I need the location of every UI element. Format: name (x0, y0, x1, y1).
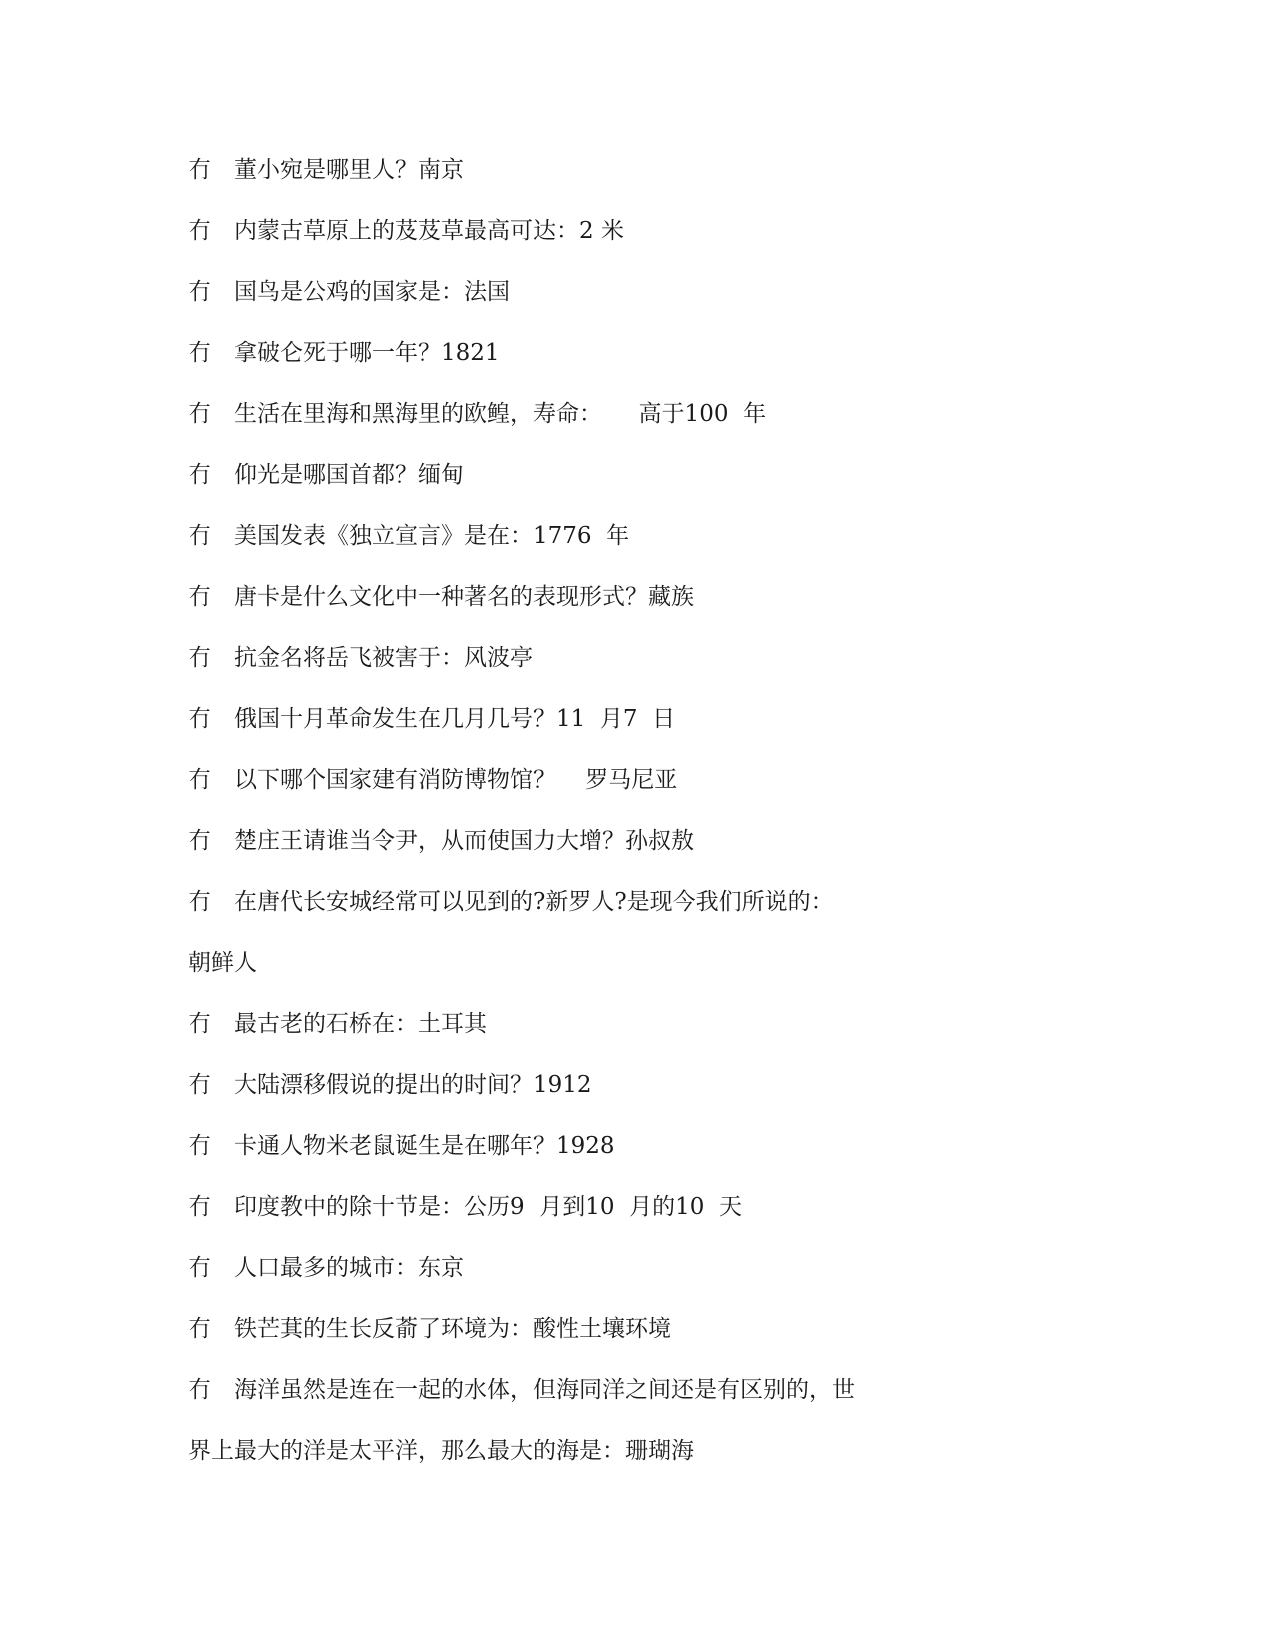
list-item (188, 1055, 1088, 1116)
bullet-glyph: 冇 (188, 1194, 211, 1220)
list-item (188, 445, 1088, 506)
list-item (188, 323, 1088, 384)
item-text: 抗金名将岳飞被害于：风波亭 (234, 645, 533, 671)
item-text: 俄国十月革命发生在几月几号？11 月7 日 (234, 706, 676, 732)
item-text: 海洋虽然是连在一起的水体，但海同洋之间还是有区别的，世 (234, 1377, 855, 1403)
bullet-glyph: 冇 (188, 1011, 211, 1037)
list-item (188, 872, 1088, 933)
item-continuation-text: 界上最大的洋是太平洋，那么最大的海是：珊瑚海 (188, 1438, 694, 1464)
list-item (188, 567, 1088, 628)
list-item (188, 1299, 1088, 1360)
list-item (188, 384, 1088, 445)
item-text: 在唐代长安城经常可以见到的?新罗人?是现今我们所说的： (234, 889, 834, 915)
bullet-glyph: 冇 (188, 889, 211, 915)
item-text: 唐卡是什么文化中一种著名的表现形式？藏族 (234, 584, 694, 610)
item-text: 生活在里海和黑海里的欧鳇，寿命： 高于100 年 (234, 401, 767, 427)
list-item (188, 811, 1088, 872)
bullet-glyph: 冇 (188, 828, 211, 854)
item-text: 卡通人物米老鼠诞生是在哪年？1928 (234, 1133, 615, 1159)
list-item (188, 506, 1088, 567)
bullet-glyph: 冇 (188, 767, 211, 793)
bullet-glyph: 冇 (188, 1316, 211, 1342)
item-text: 人口最多的城市：东京 (234, 1255, 464, 1281)
item-text: 印度教中的除十节是：公历9 月到10 月的10 天 (234, 1194, 743, 1220)
item-text: 国鸟是公鸡的国家是：法国 (234, 279, 510, 305)
bullet-glyph: 冇 (188, 1255, 211, 1281)
trivia-list (188, 140, 1088, 1482)
bullet-glyph: 冇 (188, 523, 211, 549)
bullet-glyph: 冇 (188, 1133, 211, 1159)
list-item (188, 262, 1088, 323)
bullet-glyph: 冇 (188, 401, 211, 427)
item-text: 大陆漂移假说的提出的时间？1912 (234, 1072, 592, 1098)
list-item (188, 140, 1088, 201)
item-text: 铁芒萁的生长反萮了环境为：酸性土壤环境 (234, 1316, 671, 1342)
bullet-glyph: 冇 (188, 462, 211, 488)
list-item (188, 1177, 1088, 1238)
bullet-glyph: 冇 (188, 279, 211, 305)
item-text: 美国发表《独立宣言》是在：1776 年 (234, 523, 630, 549)
item-text: 楚庄王请谁当令尹，从而使国力大增？孙叔敖 (234, 828, 694, 854)
item-text: 仰光是哪国首都？缅甸 (234, 462, 464, 488)
bullet-glyph: 冇 (188, 340, 211, 366)
list-item (188, 994, 1088, 1055)
list-item (188, 201, 1088, 262)
item-text: 拿破仑死于哪一年？1821 (234, 340, 500, 366)
list-item-continuation (188, 933, 1088, 994)
item-continuation-text: 朝鲜人 (188, 950, 257, 976)
list-item (188, 628, 1088, 689)
item-text: 内蒙古草原上的芨芨草最高可达：2 米 (234, 218, 624, 244)
item-text: 以下哪个国家建有消防博物馆？ 罗马尼亚 (234, 767, 678, 793)
list-item (188, 1238, 1088, 1299)
bullet-glyph: 冇 (188, 1377, 211, 1403)
bullet-glyph: 冇 (188, 645, 211, 671)
bullet-glyph: 冇 (188, 706, 211, 732)
list-item (188, 750, 1088, 811)
list-item (188, 1360, 1088, 1421)
bullet-glyph: 冇 (188, 1072, 211, 1098)
list-item-continuation (188, 1421, 1088, 1482)
item-text: 董小宛是哪里人？南京 (234, 157, 464, 183)
list-item (188, 1116, 1088, 1177)
bullet-glyph: 冇 (188, 584, 211, 610)
bullet-glyph: 冇 (188, 157, 211, 183)
list-item (188, 689, 1088, 750)
item-text: 最古老的石桥在：土耳其 (234, 1011, 487, 1037)
bullet-glyph: 冇 (188, 218, 211, 244)
